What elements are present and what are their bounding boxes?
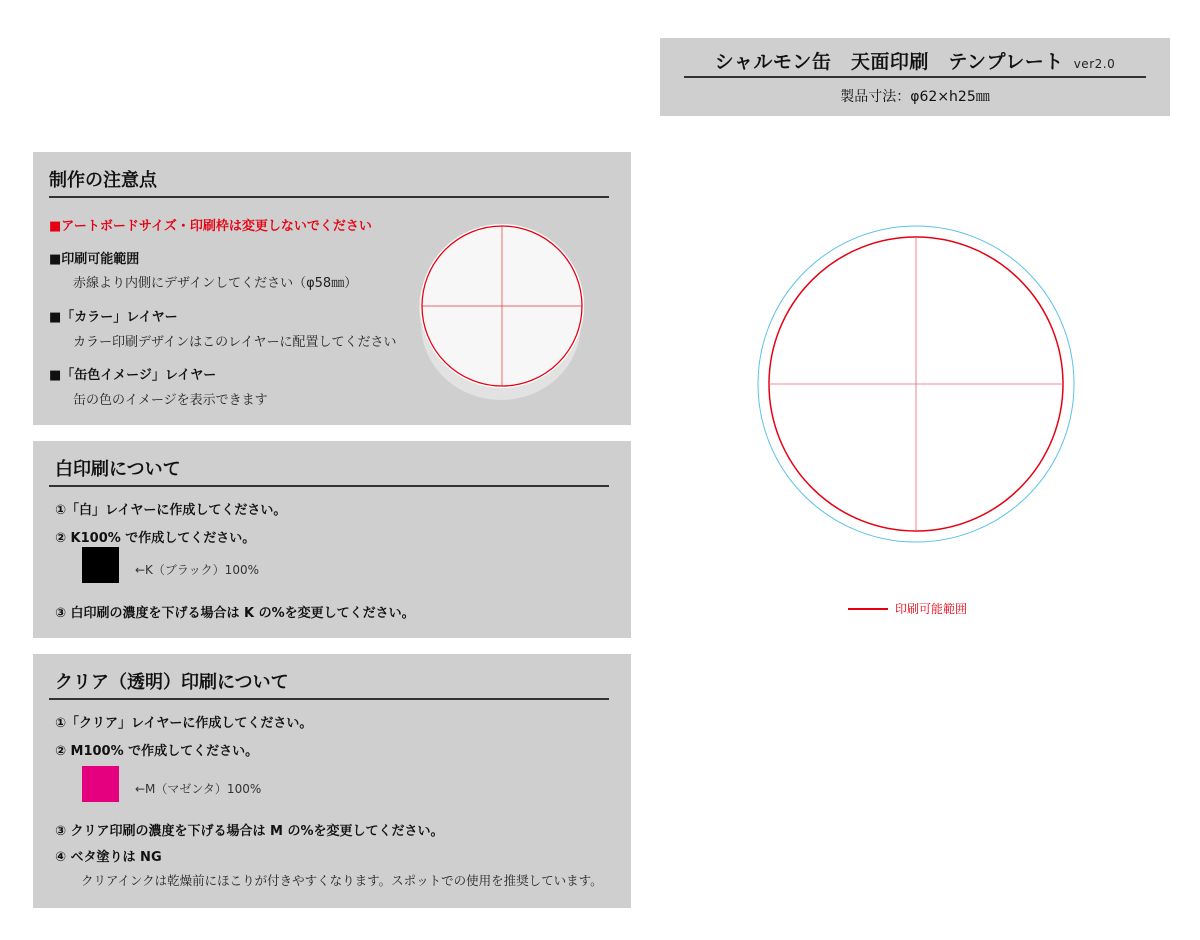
note-can-color-desc: 缶の色のイメージを表示できます xyxy=(73,393,268,408)
clear-step-2: ② M100% で作成してください。 xyxy=(55,744,259,759)
clear-step-4-desc: クリアインクは乾燥前にほこりが付きやすくなります。スポットでの使用を推奨しています。 xyxy=(81,873,603,888)
magenta-swatch-label: ←M（マゼンタ）100% xyxy=(135,782,262,796)
version-label: ver2.0 xyxy=(1073,57,1116,71)
magenta-swatch xyxy=(82,766,119,802)
can-illustration xyxy=(411,224,591,404)
notes-panel xyxy=(33,152,631,425)
white-step-1: ①「白」レイヤーに作成してください。 xyxy=(55,503,287,518)
note-print-area-title: ■印刷可能範囲 xyxy=(49,252,140,267)
clear-print-panel xyxy=(33,654,631,908)
black-swatch xyxy=(82,547,119,583)
notes-divider xyxy=(49,196,609,198)
template-title-box xyxy=(660,38,1170,116)
note-print-area-desc: 赤線より内側にデザインしてください（φ58㎜） xyxy=(73,276,358,291)
white-step-2: ② K100% で作成してください。 xyxy=(55,531,256,546)
black-swatch-label: ←K（ブラック）100% xyxy=(135,563,259,577)
note-can-color-title: ■「缶色イメージ」レイヤー xyxy=(49,368,217,383)
clear-print-divider xyxy=(49,698,609,700)
notes-heading: 制作の注意点 xyxy=(49,170,157,191)
note-color-layer-desc: カラー印刷デザインはこのレイヤーに配置してください xyxy=(73,335,397,350)
note-color-layer-title: ■「カラー」レイヤー xyxy=(49,310,178,325)
notes-warning: ■アートボードサイズ・印刷枠は変更しないでください xyxy=(49,219,372,234)
legend-red-line xyxy=(848,608,888,610)
white-print-panel xyxy=(33,441,631,638)
product-size: 製品寸法：φ62×h25㎜ xyxy=(840,89,990,105)
clear-print-heading: クリア（透明）印刷について xyxy=(55,672,289,693)
clear-step-3: ③ クリア印刷の濃度を下げる場合は M の%を変更してください。 xyxy=(55,824,444,839)
template-title-text: シャルモン缶 天面印刷 テンプレート xyxy=(714,51,1064,73)
legend-label: 印刷可能範囲 xyxy=(895,602,968,616)
white-step-3: ③ 白印刷の濃度を下げる場合は K の%を変更してください。 xyxy=(55,606,415,621)
clear-step-1: ①「クリア」レイヤーに作成してください。 xyxy=(55,716,313,731)
white-print-heading: 白印刷について xyxy=(55,459,181,480)
title-divider xyxy=(684,76,1146,78)
white-print-divider xyxy=(49,485,609,487)
template-title xyxy=(660,47,1170,74)
clear-step-4: ④ ベタ塗りは NG xyxy=(55,850,162,865)
print-template-circle xyxy=(756,224,1076,544)
